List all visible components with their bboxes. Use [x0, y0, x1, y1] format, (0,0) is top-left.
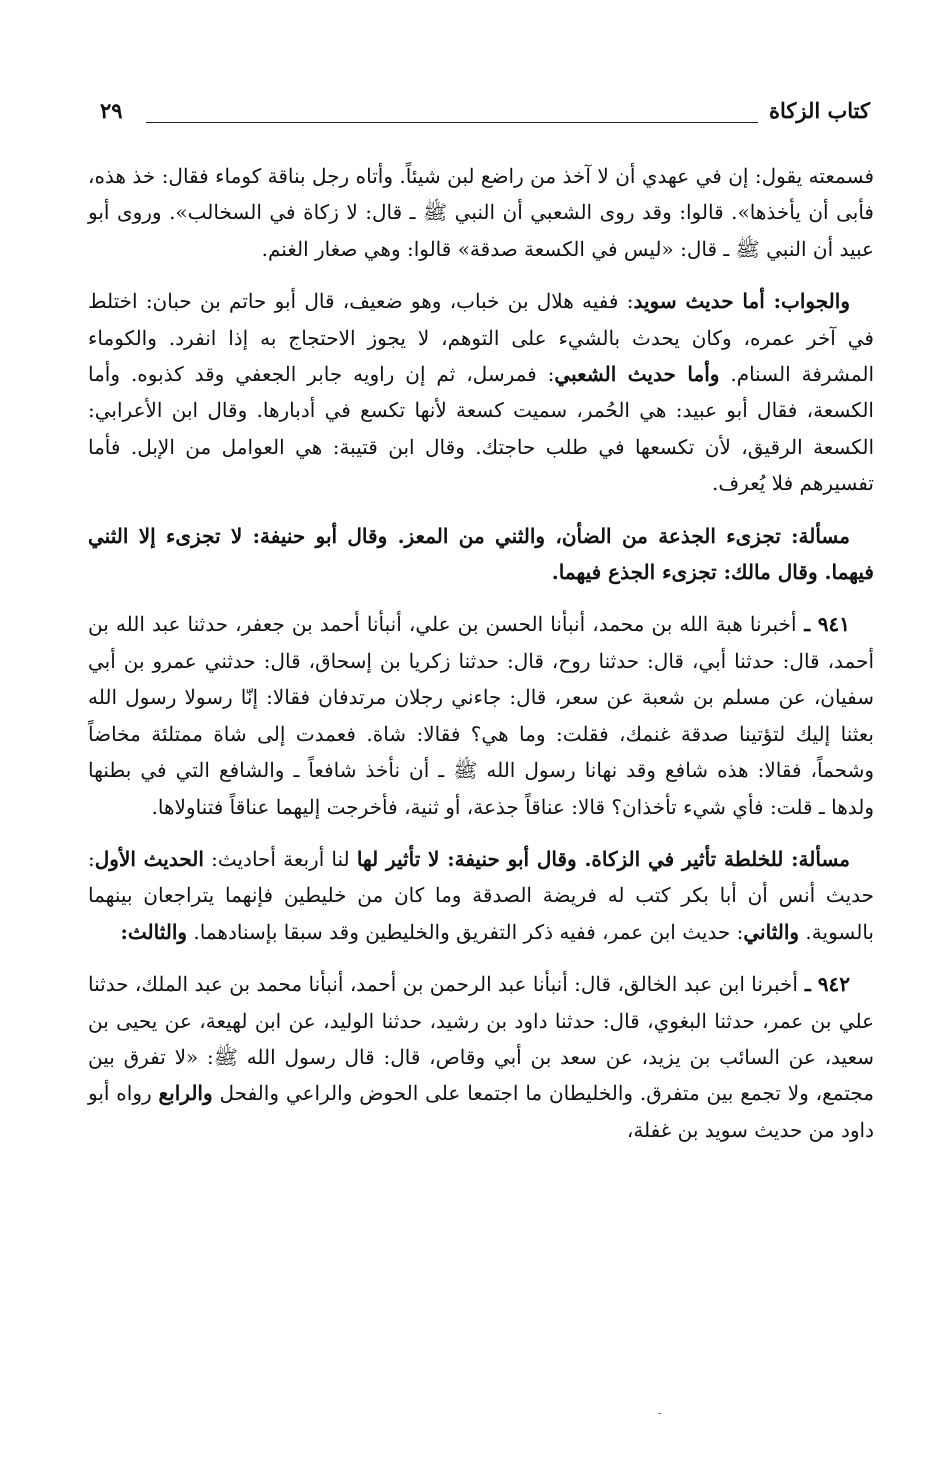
hadith-number: ٩٤١ ـ: [796, 612, 850, 637]
paragraph-5: [88, 841, 874, 950]
text-segment-bold: مسألة: تجزىء الجذعة من الضأن، والثني من المعز. وقال أبو حنيفة: لا تجزىء إلا الثني فيهما. وقال مالك: تجزىء الجذع فيهما.: [88, 523, 874, 585]
text-segment-bold: والثالث:: [120, 919, 188, 944]
text-segment-bold: والجواب: أما حديث سويد: [633, 289, 850, 314]
text-segment-bold: الحديث الأول: [94, 846, 204, 871]
text-segment: : فمرسل، ثم إن راويه جابر الجعفي وقد كذبوه. وأما الكسعة، فقال أبو عبيد: هي الحُمر، سميت كسعة لأنها تكسع في أدبارها. وقال ابن الأعرابي: الكسعة الرقيق، لأن تكسعها في طلب حاجتك. وقال ابن قتيبة: هي العوامل من الإبل. فأما تفسيرهم فلا يُعرف.: [88, 362, 874, 496]
paragraph-3: [88, 518, 874, 591]
text-segment: : ففيه هلال بن خباب، وهو ضعيف، قال أبو حاتم بن حبان: اختلط في آخر عمره، وكان يحدث بالشيء على التوهم، لا يجوز الاحتجاج به إذا انفرد. والكوماء المشرفة السنام.: [88, 289, 875, 387]
text-segment-bold: والرابع: [158, 1081, 213, 1106]
chapter-title: كتاب الزكاة: [768, 98, 870, 123]
text-segment: رواه أبو داود من حديث سويد بن غفلة،: [88, 1081, 874, 1142]
scan-speck: [658, 1413, 661, 1414]
paragraph-6: [88, 966, 874, 1148]
text-segment: أخبرنا ابن عبد الخالق، قال: أنبأنا عبد الرحمن بن أحمد، أنبأنا محمد بن عبد الملك، حدثنا علي بن عمر، حدثنا البغوي، قال: حدثنا داود بن رشيد، حدثنا الوليد، عن ابن لهيعة، عن يحيى بن سعيد، عن السائب بن يزيد، عن سعد بن أبي وقاص، قال: قال رسول الله ﷺ: «لا تفرق بين مجتمع، ولا تجمع بين متفرق. والخليطان ما اجتمعا على الحوض والراعي والفحل: [88, 972, 875, 1106]
paragraph-2: [88, 283, 874, 501]
hadith-number: ٩٤٢ ـ: [797, 972, 850, 997]
page-body: [88, 158, 874, 1164]
text-segment: أخبرنا هبة الله بن محمد، أنبأنا الحسن بن علي، أنبأنا أحمد بن جعفر، حدثنا عبد الله بن أحمد، قال: حدثنا أبي، قال: حدثنا روح، قال: حدثنا زكريا بن إسحاق، قال: حدثني عمرو بن أبي سفيان، عن مسلم بن شعبة عن سعر، قال: جاءني رجلان مرتدفان فقالا: إنّا رسولا رسول الله بعثنا إليك لتؤتينا صدقة غنمك، فقلت: وما هي؟ فقالا: شاة. فعمدت إلى شاة ممتلئة مخاضاً وشحماً، فقالا: هذه شافع وقد نهانا رسول الله ﷺ ـ أن نأخذ شافعاً ـ والشافع التي في بطنها ولدها ـ قلت: فأي شيء تأخذان؟ قالا: عناقاً جذعة، أو ثنية، فأخرجت إليهما عناقاً فتناولاها.: [88, 612, 874, 819]
text-segment: فسمعته يقول: إن في عهدي أن لا آخذ من راضع لبن شيئاً. وأتاه رجل بناقة كوماء فقال: خذ هذه، فأبى أن يأخذها». قالوا: وقد روى الشعبي أن النبي ﷺ ـ قال: لا زكاة في السخالب». وروى أبو عبيد أن النبي ﷺ ـ قال: «ليس في الكسعة صدقة» قالوا: وهي صغار الغنم.: [88, 164, 874, 261]
text-segment-bold: وأما حديث الشعبي: [554, 362, 720, 387]
text-segment: : حديث أنس أن أبا بكر كتب له فريضة الصدقة وما كان من خليطين فإنهما يتراجعان بينهما بالسوية.: [88, 846, 875, 944]
running-header: [100, 98, 870, 138]
paragraph-1: [88, 158, 874, 267]
text-segment-bold: مسألة: للخلطة تأثير في الزكاة. وقال أبو حنيفة: لا تأثير لها: [356, 846, 850, 871]
page-number: ٢٩: [100, 98, 123, 123]
header-rule: [146, 122, 758, 123]
text-segment-bold: والثاني: [743, 919, 800, 944]
text-segment: لنا أربعة أحاديث:: [203, 846, 357, 871]
paragraph-4: [88, 606, 874, 824]
text-segment: : حديث ابن عمر، ففيه ذكر التفريق والخليطين وقد سبقا بإسنادهما.: [187, 919, 744, 944]
